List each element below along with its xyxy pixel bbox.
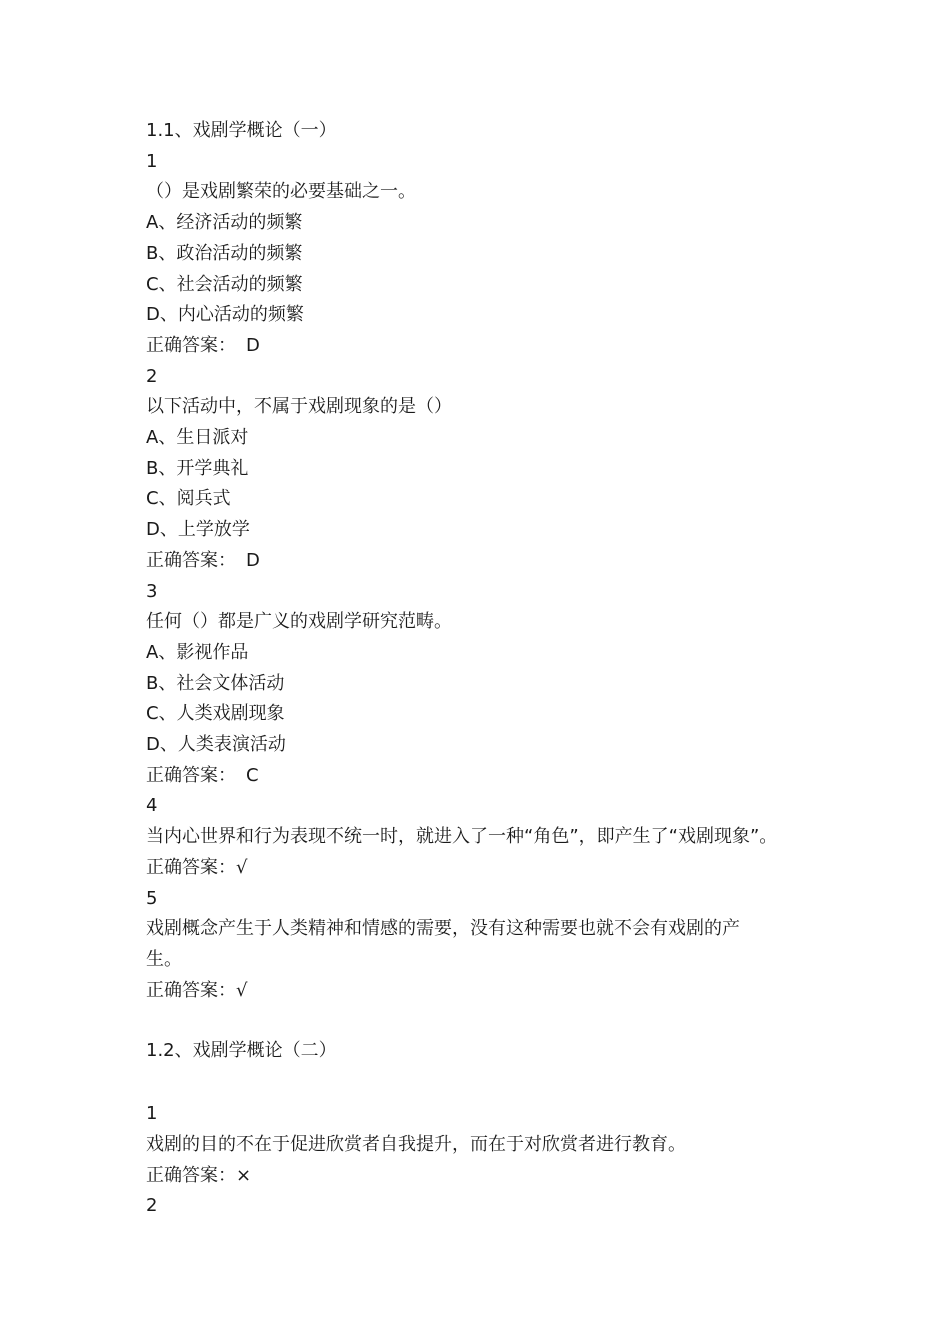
question-number: 2 [146,365,158,387]
option-c: C、人类戏剧现象 [146,703,285,725]
question-text: 戏剧的目的不在于促进欣赏者自我提升，而在于对欣赏者进行教育。 [146,1133,686,1155]
option-b: B、开学典礼 [146,457,249,479]
answer-value: × [236,1164,252,1186]
question-text: 任何（）都是广义的戏剧学研究范畴。 [146,611,452,633]
answer-line [146,853,826,884]
option-b: B、政治活动的频繁 [146,242,303,264]
option-d: D、内心活动的频繁 [146,304,304,326]
answer-label: 正确答案： [146,1164,236,1186]
answer-line [146,976,826,1007]
option-a: A、生日派对 [146,427,249,449]
answer-value: √ [236,979,248,1001]
option-d: D、上学放学 [146,519,250,541]
answer-line [146,331,826,362]
document-page [146,116,826,1222]
answer-line [146,1161,826,1192]
question-text-line-2: 生。 [146,948,182,970]
option-c: C、阅兵式 [146,488,231,510]
answer-label: 正确答案： [146,549,236,571]
answer-line [146,761,826,792]
option-a: A、经济活动的频繁 [146,212,303,234]
question-text: 当内心世界和行为表现不统一时，就进入了一种“角色”，即产生了“戏剧现象”。 [146,826,778,848]
question-number: 1 [146,150,158,172]
answer-value: C [246,764,259,786]
answer-label: 正确答案： [146,334,236,356]
option-d: D、人类表演活动 [146,734,286,756]
section-title: 1.1、戏剧学概论（一） [146,120,337,141]
question-number: 3 [146,580,158,602]
answer-value: √ [236,856,248,878]
option-a: A、影视作品 [146,641,249,663]
answer-value: D [246,334,260,356]
question-number: 1 [146,1103,158,1125]
answer-label: 正确答案： [146,764,236,786]
answer-label: 正确答案： [146,856,236,878]
question-text: 以下活动中，不属于戏剧现象的是（） [146,396,452,418]
question-text-line-1: 戏剧概念产生于人类精神和情感的需要，没有这种需要也就不会有戏剧的产 [146,918,740,940]
option-c: C、社会活动的频繁 [146,273,303,295]
answer-label: 正确答案： [146,979,236,1001]
question-number: 4 [146,795,158,817]
question-number: 2 [146,1195,158,1217]
section-title: 1.2、戏剧学概论（二） [146,1040,337,1062]
question-number: 5 [146,887,158,909]
question-text: （）是戏剧繁荣的必要基础之一。 [146,181,416,203]
answer-value: D [246,549,260,571]
option-b: B、社会文体活动 [146,672,285,694]
section-gap [146,1006,826,1036]
answer-line [146,546,826,577]
section-gap [146,1067,826,1099]
